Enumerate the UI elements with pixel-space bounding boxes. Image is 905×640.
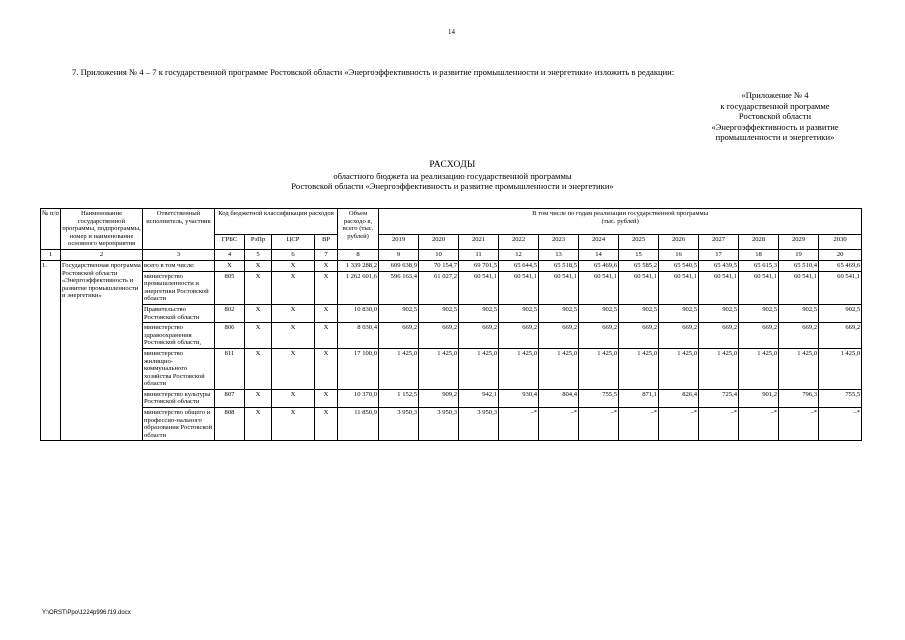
title-line: РАСХОДЫ: [429, 160, 476, 170]
executor-cell: всего в том числе:: [143, 260, 215, 271]
vr-cell: X: [315, 260, 338, 271]
csr-cell: X: [272, 323, 315, 349]
year-value-cell: 65 439,5: [699, 260, 739, 271]
year-value-cell: 1 425,0: [699, 348, 739, 389]
year-value-cell: 902,5: [619, 304, 659, 322]
year-value-cell: –*: [819, 408, 862, 441]
header-name: Наименование государственной программы, подпрограммы, номер и наименование основного мероприятия: [61, 209, 143, 250]
year-value-cell: 1 425,0: [659, 348, 699, 389]
year-value-cell: 669,2: [739, 323, 779, 349]
total-cell: 11 850,9: [338, 408, 379, 441]
title-line: областного бюджета на реализацию государственной программы: [333, 170, 572, 181]
year-value-cell: 61 027,2: [419, 271, 459, 304]
year-value-cell: 669,2: [659, 323, 699, 349]
appendix-line: промышленности и энергетики»: [715, 132, 835, 142]
table-body: [41, 249, 862, 440]
year-value-cell: 902,5: [819, 304, 862, 322]
table-row: [41, 260, 862, 271]
csr-cell: X: [272, 271, 315, 304]
executor-cell: министерство здравоохранения Ростовской области,: [143, 323, 215, 349]
column-number-cell: 12: [499, 249, 539, 260]
year-value-cell: 70 154,7: [419, 260, 459, 271]
year-value-cell: 826,4: [659, 389, 699, 407]
appendix-line: к государственной программе: [720, 100, 830, 111]
header-year: 2025: [619, 234, 659, 249]
vr-cell: X: [315, 323, 338, 349]
executor-cell: министерство культуры Ростовской области: [143, 389, 215, 407]
year-value-cell: 65 469,6: [579, 260, 619, 271]
year-value-cell: 60 541,1: [779, 271, 819, 304]
year-value-cell: 669,2: [779, 323, 819, 349]
year-value-cell: 902,5: [659, 304, 699, 322]
year-value-cell: 3 950,3: [459, 408, 499, 441]
year-value-cell: 902,5: [579, 304, 619, 322]
year-value-cell: 60 541,1: [539, 271, 579, 304]
year-value-cell: 1 425,0: [379, 348, 419, 389]
header-years-unit: (тыс. рублей): [601, 217, 639, 225]
column-number-cell: 4: [215, 249, 245, 260]
year-value-cell: 65 615,3: [739, 260, 779, 271]
header-code-group: Код бюджетной классификации расходов: [215, 209, 338, 235]
total-cell: 17 100,0: [338, 348, 379, 389]
page-number: 14: [448, 28, 455, 36]
table-row: [41, 304, 862, 322]
header-volume: Объем расходо в, всего (тыс. рублей): [338, 209, 379, 250]
year-value-cell: 902,5: [539, 304, 579, 322]
total-cell: 10 830,0: [338, 304, 379, 322]
program-number-cell: 1.: [41, 260, 61, 440]
column-number-cell: 13: [539, 249, 579, 260]
column-number-cell: 9: [379, 249, 419, 260]
rzpr-cell: X: [245, 389, 272, 407]
column-number-cell: 8: [338, 249, 379, 260]
year-value-cell: –*: [739, 408, 779, 441]
year-value-cell: –*: [619, 408, 659, 441]
header-grbs: ГРБС: [215, 234, 245, 249]
column-number-cell: 2: [61, 249, 143, 260]
year-value-cell: 902,5: [699, 304, 739, 322]
year-value-cell: 69 701,5: [459, 260, 499, 271]
column-number-cell: 17: [699, 249, 739, 260]
executor-cell: Правительство Ростовской области: [143, 304, 215, 322]
header-executor: Ответственный исполнитель, участник: [143, 209, 215, 250]
header-years-title: В том числе по годам реализации государственной программы: [532, 210, 709, 217]
year-value-cell: 901,2: [739, 389, 779, 407]
year-value-cell: 902,5: [459, 304, 499, 322]
total-cell: 1 339 288,2: [338, 260, 379, 271]
vr-cell: X: [315, 408, 338, 441]
column-number-cell: 10: [419, 249, 459, 260]
executor-cell: министерство общего и профессио-нального образования Ростовской области: [143, 408, 215, 441]
table-row: [41, 271, 862, 304]
column-number-cell: 6: [272, 249, 315, 260]
year-value-cell: 669,2: [579, 323, 619, 349]
year-value-cell: 871,1: [619, 389, 659, 407]
file-path-footer: Y:\ORST\Ppo\1224p996.f19.docx: [42, 610, 131, 616]
table-row: [41, 408, 862, 441]
column-number-cell: 20: [819, 249, 862, 260]
header-year: 2019: [379, 234, 419, 249]
year-value-cell: –*: [499, 408, 539, 441]
column-number-cell: 7: [315, 249, 338, 260]
vr-cell: X: [315, 271, 338, 304]
table-row: [41, 389, 862, 407]
year-value-cell: 60 541,1: [699, 271, 739, 304]
year-value-cell: 1 425,0: [819, 348, 862, 389]
year-value-cell: 60 541,1: [499, 271, 539, 304]
grbs-cell: 806: [215, 323, 245, 349]
year-value-cell: 669,2: [459, 323, 499, 349]
appendix-line: Ростовской области: [738, 111, 812, 121]
year-value-cell: 930,4: [499, 389, 539, 407]
total-cell: 10 370,0: [338, 389, 379, 407]
year-value-cell: 755,5: [579, 389, 619, 407]
header-year: 2023: [539, 234, 579, 249]
year-value-cell: –*: [699, 408, 739, 441]
year-value-cell: 60 541,1: [579, 271, 619, 304]
year-value-cell: 669,2: [819, 323, 862, 349]
grbs-cell: 807: [215, 389, 245, 407]
header-year: 2024: [579, 234, 619, 249]
year-value-cell: 609 638,9: [379, 260, 419, 271]
year-value-cell: 60 541,1: [739, 271, 779, 304]
expenses-table: [40, 208, 862, 441]
column-number-cell: 5: [245, 249, 272, 260]
year-value-cell: 3 950,3: [419, 408, 459, 441]
year-value-cell: 669,2: [619, 323, 659, 349]
year-value-cell: 65 540,5: [659, 260, 699, 271]
year-value-cell: 1 425,0: [539, 348, 579, 389]
year-value-cell: 902,5: [499, 304, 539, 322]
year-value-cell: 65 518,5: [539, 260, 579, 271]
vr-cell: X: [315, 348, 338, 389]
year-value-cell: 1 425,0: [579, 348, 619, 389]
header-vr: ВР: [315, 234, 338, 249]
column-number-cell: 16: [659, 249, 699, 260]
year-value-cell: 65 585,2: [619, 260, 659, 271]
rzpr-cell: X: [245, 304, 272, 322]
year-value-cell: –*: [779, 408, 819, 441]
year-value-cell: 65 469,6: [819, 260, 862, 271]
csr-cell: X: [272, 260, 315, 271]
year-value-cell: 755,5: [819, 389, 862, 407]
year-value-cell: 902,5: [779, 304, 819, 322]
column-number-cell: 11: [459, 249, 499, 260]
csr-cell: X: [272, 389, 315, 407]
header-year: 2030: [819, 234, 862, 249]
year-value-cell: 60 541,1: [619, 271, 659, 304]
csr-cell: X: [272, 408, 315, 441]
year-value-cell: 909,2: [419, 389, 459, 407]
header-year: 2028: [739, 234, 779, 249]
grbs-cell: 802: [215, 304, 245, 322]
appendix-heading: [660, 90, 890, 143]
year-value-cell: 669,2: [699, 323, 739, 349]
year-value-cell: –*: [659, 408, 699, 441]
year-value-cell: 3 950,3: [379, 408, 419, 441]
column-number-cell: 3: [143, 249, 215, 260]
year-value-cell: 942,1: [459, 389, 499, 407]
rzpr-cell: X: [245, 260, 272, 271]
executor-cell: министерство жилищно-коммунального хозяйства Ростовской области: [143, 348, 215, 389]
column-number-cell: 15: [619, 249, 659, 260]
header-num: № п/п: [41, 209, 61, 250]
appendix-line: «Приложение № 4: [741, 90, 809, 100]
year-value-cell: 65 644,5: [499, 260, 539, 271]
intro-paragraph: 7. Приложения № 4 – 7 к государственной программе Ростовской области «Энергоэффективность и развитие промышленности и энергетики» изложить в редакции:: [72, 67, 675, 77]
header-csr: ЦСР: [272, 234, 315, 249]
column-number-cell: 14: [579, 249, 619, 260]
grbs-cell: 811: [215, 348, 245, 389]
table-row: [41, 348, 862, 389]
table-row: [41, 323, 862, 349]
header-year: 2027: [699, 234, 739, 249]
year-value-cell: 902,5: [379, 304, 419, 322]
year-value-cell: –*: [579, 408, 619, 441]
year-value-cell: 669,2: [499, 323, 539, 349]
document-title: [0, 160, 905, 192]
year-value-cell: 1 425,0: [419, 348, 459, 389]
header-year: 2026: [659, 234, 699, 249]
csr-cell: X: [272, 304, 315, 322]
year-value-cell: 669,2: [539, 323, 579, 349]
year-value-cell: 65 510,4: [779, 260, 819, 271]
year-value-cell: 1 425,0: [619, 348, 659, 389]
year-value-cell: 902,5: [739, 304, 779, 322]
year-value-cell: 725,4: [699, 389, 739, 407]
year-value-cell: 60 541,1: [819, 271, 862, 304]
csr-cell: X: [272, 348, 315, 389]
year-value-cell: 902,5: [419, 304, 459, 322]
program-name-cell: Государственная программа Ростовской области «Энергоэффективность и развитие промышленности и энергетики»: [61, 260, 143, 440]
header-year: 2022: [499, 234, 539, 249]
year-value-cell: 804,4: [539, 389, 579, 407]
year-value-cell: 1 425,0: [739, 348, 779, 389]
year-value-cell: 669,2: [379, 323, 419, 349]
header-year: 2020: [419, 234, 459, 249]
year-value-cell: 669,2: [419, 323, 459, 349]
appendix-line: «Энергоэффективность и развитие: [711, 121, 839, 132]
year-value-cell: 796,3: [779, 389, 819, 407]
grbs-cell: 808: [215, 408, 245, 441]
total-cell: 8 030,4: [338, 323, 379, 349]
year-value-cell: 1 425,0: [499, 348, 539, 389]
header-rzpr: РзПр: [245, 234, 272, 249]
year-value-cell: 60 541,1: [459, 271, 499, 304]
title-line: Ростовской области «Энергоэффективность и развитие промышленности и энергетики»: [291, 181, 614, 191]
column-number-cell: 18: [739, 249, 779, 260]
rzpr-cell: X: [245, 348, 272, 389]
rzpr-cell: X: [245, 408, 272, 441]
grbs-cell: 805: [215, 271, 245, 304]
vr-cell: X: [315, 389, 338, 407]
column-number-row: [41, 249, 862, 260]
year-value-cell: 596 163,4: [379, 271, 419, 304]
year-value-cell: –*: [539, 408, 579, 441]
total-cell: 1 262 601,6: [338, 271, 379, 304]
header-years-group: [379, 209, 862, 235]
vr-cell: X: [315, 304, 338, 322]
year-value-cell: 1 425,0: [779, 348, 819, 389]
year-value-cell: 60 541,1: [659, 271, 699, 304]
year-value-cell: 1 152,5: [379, 389, 419, 407]
year-value-cell: 1 425,0: [459, 348, 499, 389]
grbs-cell: X: [215, 260, 245, 271]
header-row-1: [41, 209, 862, 235]
header-year: 2021: [459, 234, 499, 249]
header-year: 2029: [779, 234, 819, 249]
column-number-cell: 1: [41, 249, 61, 260]
column-number-cell: 19: [779, 249, 819, 260]
rzpr-cell: X: [245, 323, 272, 349]
executor-cell: министерство промышленности и энергетики Ростовской области: [143, 271, 215, 304]
rzpr-cell: X: [245, 271, 272, 304]
